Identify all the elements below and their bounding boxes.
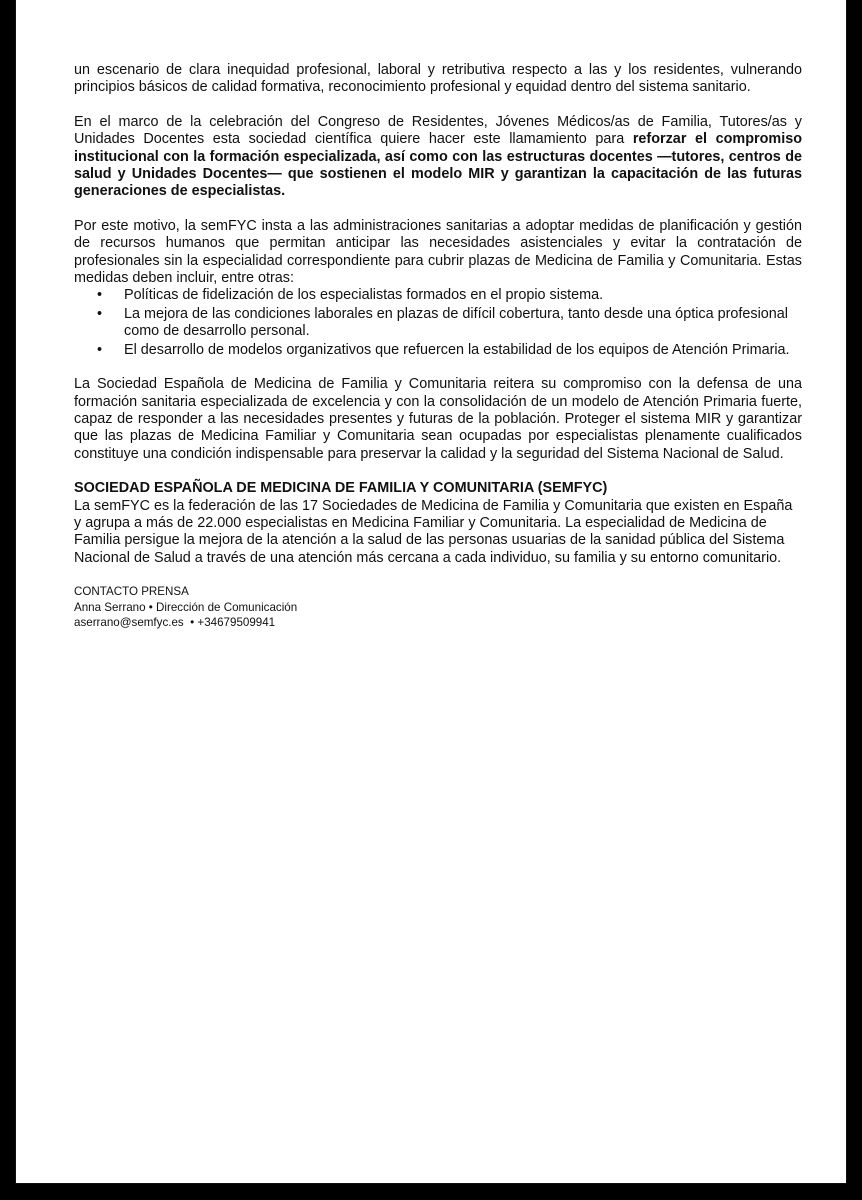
about-text: La semFYC es la federación de las 17 Sociedades de Medicina de Familia y Comunitaria que existen en España y agrupa a más de 22.000 especialistas en Medicina Familiar y Comunitaria. La especialidad de Medicina de Familia persigue la mejora de la atención a la salud de las personas usuarias de la sanidad pública del Sistema Nacional de Salud a través de una atención más cercana a cada individuo, su familia y su entorno comunitario.: [74, 497, 793, 566]
about-section: [74, 480, 802, 567]
paragraph-measures-intro: Por este motivo, la semFYC insta a las administraciones sanitarias a adoptar medidas de planificación y gestión de recursos humanos que permitan anticipar las necesidades asistenciales y evitar la contratación de profesionales sin la especialidad correspondiente para cubrir plazas de Medicina de Familia y Comunitaria. Estas medidas deben incluir, entre otras:: [74, 217, 802, 287]
measures-list: [74, 287, 802, 359]
paragraph-congress-emphasis: reforzar el compromiso institucional con la formación especializada, así como con las estructuras docentes —tutores, centros de salud y Unidades Docentes— que sostienen el modelo MIR y garantizan la capacitación de las futuras generaciones de especialistas.: [74, 131, 802, 200]
list-item: [74, 287, 802, 304]
bullet-icon: •: [97, 305, 103, 322]
document-body: [74, 62, 802, 630]
contact-name: Anna Serrano • Dirección de Comunicación: [74, 600, 298, 614]
about-heading: SOCIEDAD ESPAÑOLA DE MEDICINA DE FAMILIA Y COMUNITARIA (SEMFYC): [74, 480, 608, 497]
list-item: [74, 306, 802, 341]
list-item-text: Políticas de fidelización de los especialistas formados en el propio sistema.: [124, 287, 604, 304]
bullet-icon: •: [97, 341, 103, 358]
bullet-icon: •: [97, 287, 103, 304]
contact-title: CONTACTO PRENSA: [74, 585, 189, 599]
paragraph-commitment: La Sociedad Española de Medicina de Familia y Comunitaria reitera su compromiso con la defensa de una formación sanitaria especializada de excelencia y con la consolidación de un modelo de Atención Primaria fuerte, capaz de responder a las necesidades presentes y futuras de la población. Proteger el sistema MIR y garantizar que las plazas de Medicina Familiar y Comunitaria sean ocupadas por especialistas plenamente cualificados constituye una condición indispensable para preservar la calidad y la seguridad del Sistema Nacional de Salud.: [74, 376, 802, 462]
list-item: [74, 342, 802, 359]
paragraph-inequity: un escenario de clara inequidad profesional, laboral y retributiva respecto a las y los residentes, vulnerando principios básicos de calidad formativa, reconocimiento profesional y equidad dentro del sistema sanitario.: [74, 62, 802, 96]
paragraph-congress-intro: En el marco de la celebración del Congreso de Residentes, Jóvenes Médicos/as de Familia, Tutores/as y Unidades Docentes esta sociedad científica quiere hacer este llamamiento para: [74, 113, 802, 148]
document-page: [16, 0, 846, 1183]
paragraph-congress-call: [74, 114, 802, 201]
list-item-text: El desarrollo de modelos organizativos que refuercen la estabilidad de los equipos de Atención Primaria.: [124, 341, 790, 358]
press-contact: [74, 584, 802, 630]
measures-section: [74, 218, 802, 359]
list-item-text: La mejora de las condiciones laborales en plazas de difícil cobertura, tanto desde una óptica profesional como de desarrollo personal.: [124, 305, 788, 340]
contact-details[interactable]: aserrano@semfyc.es • +34679509941: [74, 615, 276, 629]
